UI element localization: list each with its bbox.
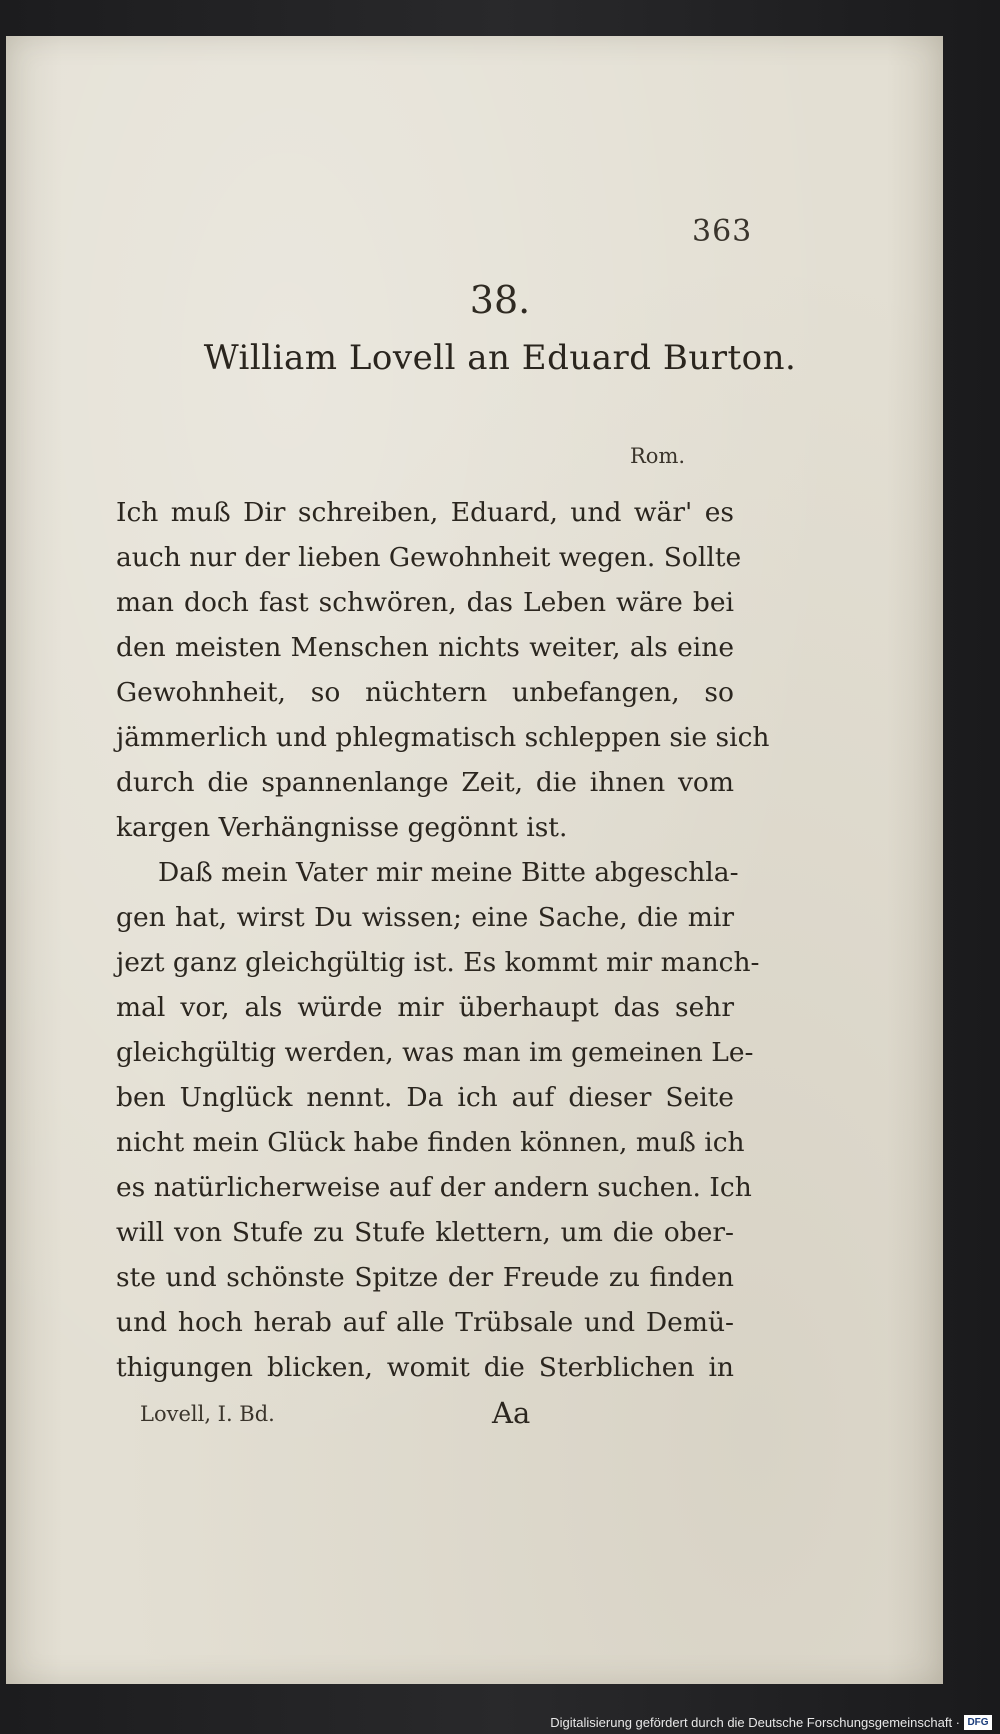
- text-line: nicht mein Glück habe finden können, muß ich: [116, 1127, 745, 1158]
- text-line: auch nur der lieben Gewohnheit wegen. Sollte: [116, 542, 742, 573]
- place-line: Rom.: [630, 444, 686, 468]
- text-line: jämmerlich und phlegmatisch schleppen sie sich: [116, 722, 770, 753]
- chapter-number: 38.: [469, 278, 531, 322]
- text-line: und hoch herab auf alle Trübsale und Demü-: [116, 1307, 734, 1338]
- text-line: gen hat, wirst Du wissen; eine Sache, die mir: [116, 902, 734, 933]
- text-line: kargen Verhängnisse gegönnt ist.: [116, 812, 568, 843]
- text-line: es natürlicherweise auf der andern suchen. Ich: [116, 1172, 752, 1203]
- text-line: durch die spannenlange Zeit, die ihnen vom: [116, 767, 734, 798]
- signature-mark: Lovell, I. Bd.: [140, 1402, 275, 1426]
- text-line: mal vor, als würde mir überhaupt das sehr: [116, 992, 734, 1023]
- text-line: ste und schönste Spitze der Freude zu finden: [116, 1262, 734, 1293]
- page-number: 363: [692, 214, 753, 249]
- text-line: Daß mein Vater mir meine Bitte abgeschla-: [158, 857, 739, 888]
- text-line: jezt ganz gleichgültig ist. Es kommt mir manch-: [116, 947, 760, 978]
- text-line: gleichgültig werden, was man im gemeinen Le-: [116, 1037, 754, 1068]
- text-line: man doch fast schwören, das Leben wäre bei: [116, 587, 734, 618]
- text-line: Gewohnheit, so nüchtern unbefangen, so: [116, 677, 734, 708]
- catchword: Aa: [492, 1396, 531, 1430]
- footer-credit: Digitalisierung gefördert durch die Deutsche Forschungsgemeinschaft ·: [550, 1715, 960, 1730]
- dfg-logo-icon: DFG: [964, 1715, 992, 1730]
- text-line: ben Unglück nennt. Da ich auf dieser Seite: [116, 1082, 734, 1113]
- letter-title: William Lovell an Eduard Burton.: [203, 338, 797, 378]
- text-line: thigungen blicken, womit die Sterblichen in: [116, 1352, 734, 1383]
- text-line: will von Stufe zu Stufe klettern, um die ober-: [116, 1217, 734, 1248]
- text-line: den meisten Menschen nichts weiter, als eine: [116, 632, 734, 663]
- text-line: Ich muß Dir schreiben, Eduard, und wär' es: [116, 497, 734, 528]
